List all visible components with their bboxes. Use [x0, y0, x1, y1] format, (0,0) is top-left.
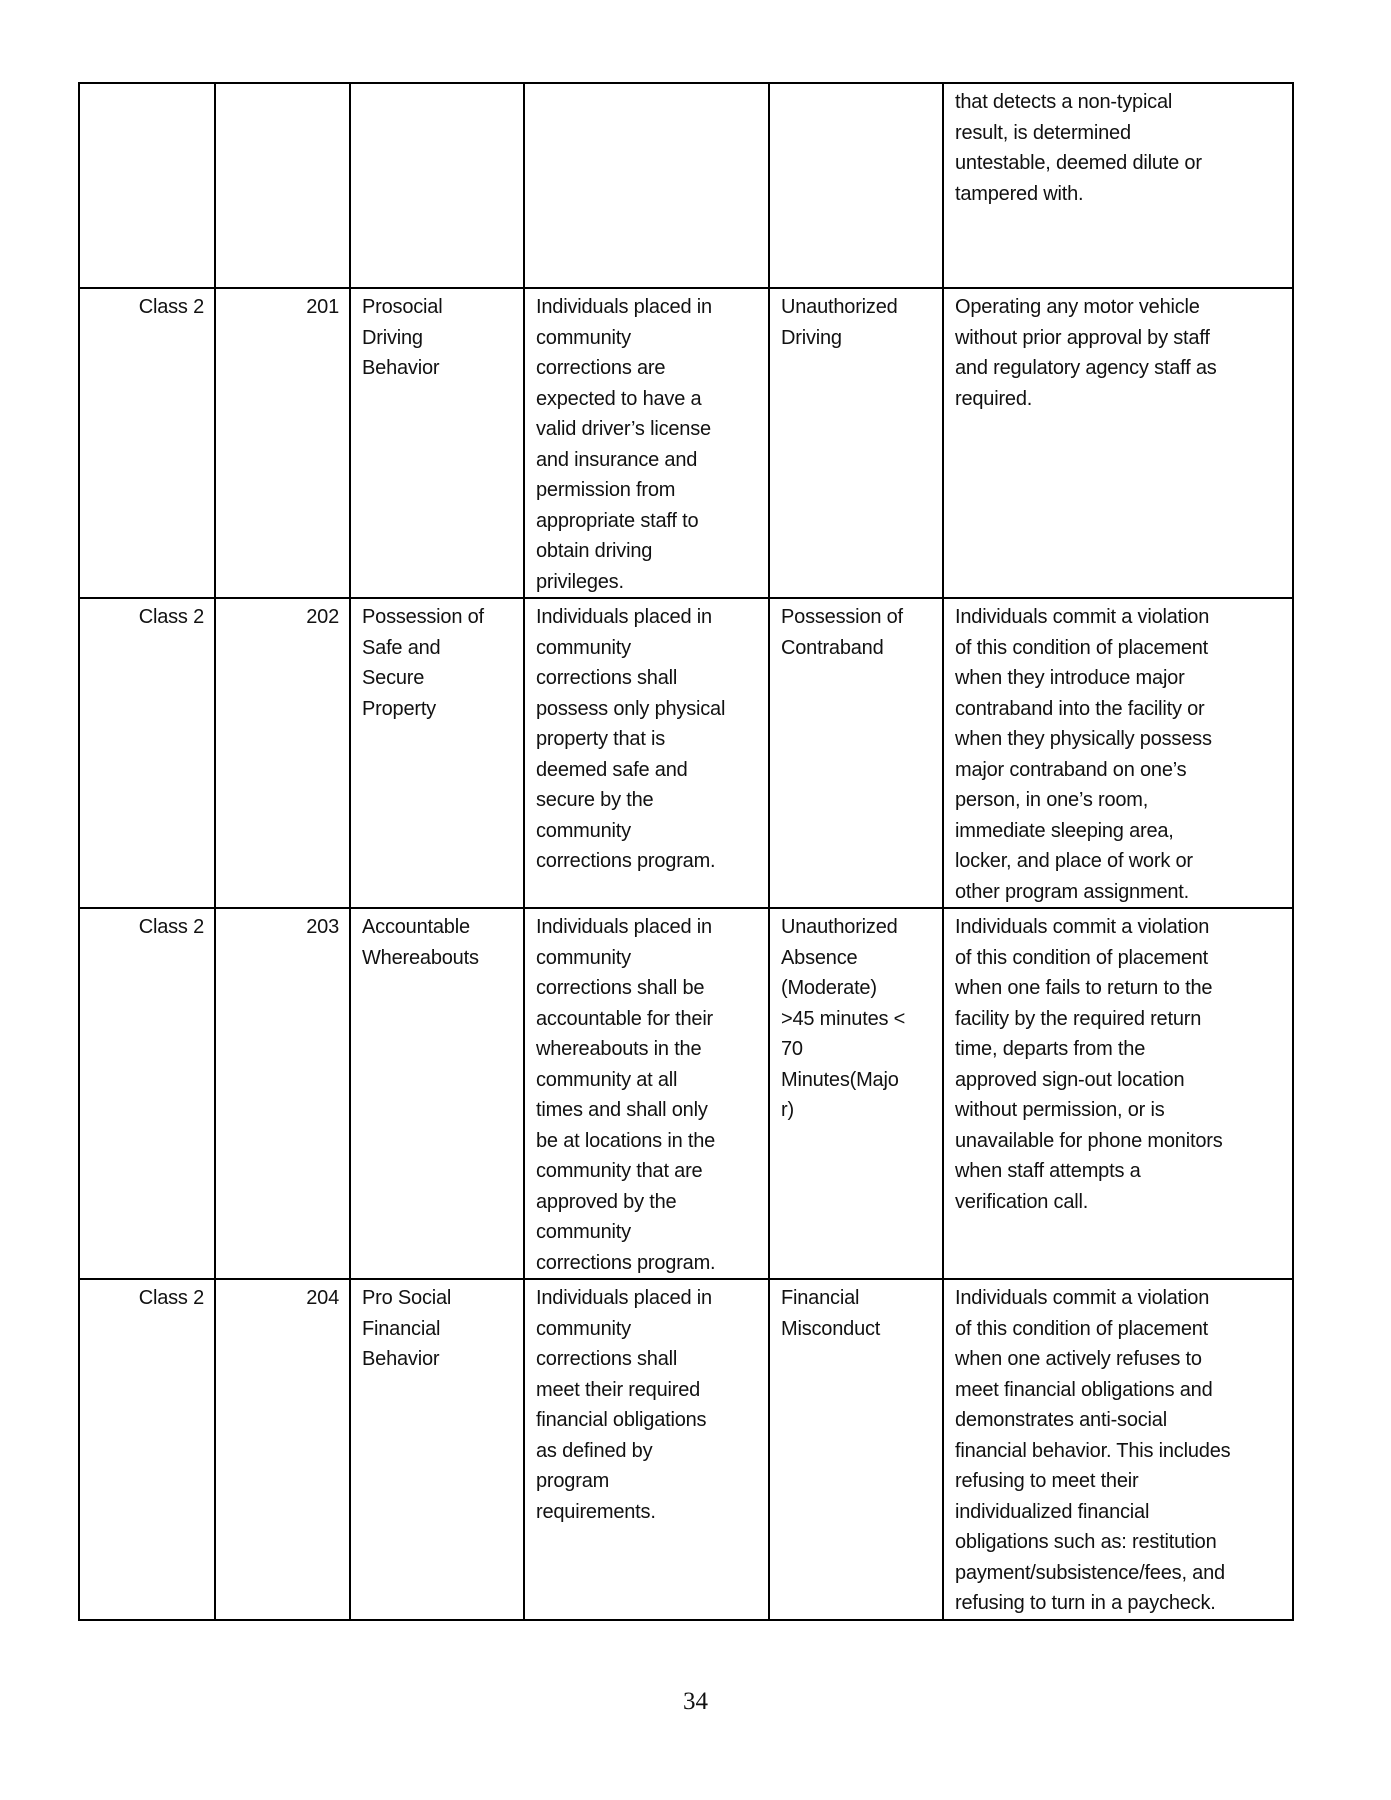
text-line: community [536, 1221, 631, 1243]
text-line: community [536, 946, 631, 969]
text-line: other program assignment. [955, 880, 1190, 903]
text-line: Individuals placed in [536, 606, 712, 628]
text-line: secure by the [536, 789, 654, 811]
text-line: of this condition of placement [955, 1317, 1209, 1340]
text-line: Driving [362, 326, 423, 349]
text-line: Pro Social [362, 1287, 452, 1309]
text-line: financial behavior. This includes [955, 1439, 1231, 1462]
text-line: Unauthorized [781, 916, 898, 938]
class-cell-text: Class 2 [138, 1287, 204, 1309]
text-line: Individuals commit a violation [955, 1287, 1210, 1309]
text-line: facility by the required return [955, 1007, 1202, 1030]
text-line: payment/subsistence/fees, and [955, 1561, 1225, 1584]
text-line: program [536, 1470, 610, 1492]
text-line: Secure [362, 667, 425, 689]
text-line: community [536, 326, 631, 349]
text-line: (Moderate) [781, 977, 877, 999]
text-line: immediate sleeping area, [955, 819, 1174, 842]
text-line: without permission, or is [955, 1099, 1165, 1121]
text-line: and regulatory agency staff as [955, 357, 1217, 379]
description-cell [943, 83, 1293, 288]
class-cell [79, 908, 215, 1279]
text-line: Driving [781, 326, 842, 349]
number-cell-text: 201 [306, 296, 339, 318]
text-line: contraband into the facility or [955, 697, 1205, 720]
text-line: 70 [781, 1038, 803, 1060]
text-line: of this condition of placement [955, 946, 1209, 969]
text-line: times and shall only [536, 1099, 708, 1121]
text-line: when they physically possess [955, 728, 1212, 750]
number-cell-text: 202 [306, 606, 339, 628]
table-row [79, 83, 1293, 288]
text-line: community [536, 636, 631, 659]
description-cell [943, 1279, 1293, 1620]
text-line: without prior approval by staff [955, 326, 1210, 349]
expectation-cell [524, 83, 769, 288]
text-line: Minutes(Majo [781, 1068, 899, 1091]
text-line: property that is [536, 728, 666, 750]
text-line: unavailable for phone monitors [955, 1129, 1223, 1152]
class-cell [79, 83, 215, 288]
text-line: refusing to turn in a paycheck. [955, 1592, 1216, 1614]
text-line: whereabouts in the [536, 1038, 702, 1060]
text-line: Absence [781, 946, 858, 969]
number-cell [215, 1279, 350, 1620]
text-line: corrections shall be [536, 977, 705, 999]
text-line: time, departs from the [955, 1038, 1146, 1060]
number-cell [215, 908, 350, 1279]
area-cell [350, 83, 524, 288]
text-line: obtain driving [536, 540, 653, 562]
text-line: meet their required [536, 1378, 701, 1401]
text-line: individualized financial [955, 1500, 1150, 1523]
text-line: Financial [781, 1287, 860, 1309]
text-line: Financial [362, 1317, 441, 1340]
text-line: refusing to meet their [955, 1470, 1139, 1492]
description-cell [943, 598, 1293, 908]
text-line: r) [781, 1099, 794, 1121]
text-line: financial obligations [536, 1409, 707, 1431]
text-line: Individuals placed in [536, 916, 712, 938]
text-line: Operating any motor vehicle [955, 296, 1200, 318]
class-cell [79, 1279, 215, 1620]
text-line: as defined by [536, 1439, 653, 1462]
text-line: and insurance and [536, 448, 698, 471]
text-line: community [536, 1317, 631, 1340]
number-cell-text: 203 [306, 916, 339, 938]
text-line: expected to have a [536, 387, 702, 410]
violation-cell [769, 288, 943, 598]
text-line: corrections are [536, 357, 666, 379]
table-row [79, 908, 1293, 1279]
text-line: Individuals placed in [536, 296, 712, 318]
text-line: Prosocial [362, 296, 443, 318]
text-line: Individuals commit a violation [955, 916, 1210, 938]
text-line: Individuals commit a violation [955, 606, 1210, 628]
text-line: be at locations in the [536, 1129, 716, 1152]
text-line: locker, and place of work or [955, 850, 1193, 872]
description-cell [943, 908, 1293, 1279]
text-line: Possession of [362, 606, 484, 628]
number-cell-text: 204 [306, 1287, 339, 1309]
text-line: corrections program. [536, 850, 716, 872]
class-cell [79, 288, 215, 598]
text-line: that detects a non-typical [955, 91, 1173, 113]
text-line: Whereabouts [362, 946, 479, 969]
class-cell-text: Class 2 [138, 296, 204, 318]
violation-cell [769, 83, 943, 288]
text-line: result, is determined [955, 121, 1131, 144]
text-line: requirements. [536, 1500, 656, 1523]
class-cell-text: Class 2 [138, 606, 204, 628]
text-line: accountable for their [536, 1007, 714, 1030]
text-line: approved sign-out location [955, 1068, 1185, 1091]
text-line: Unauthorized [781, 296, 898, 318]
violation-cell [769, 908, 943, 1279]
text-line: appropriate staff to [536, 509, 699, 532]
table-row [79, 1279, 1293, 1620]
text-line: Possession of [781, 606, 903, 628]
text-line: privileges. [536, 570, 624, 593]
page-number: 34 [683, 1688, 708, 1715]
text-line: demonstrates anti-social [955, 1409, 1167, 1431]
text-line: obligations such as: restitution [955, 1531, 1217, 1553]
text-line: untestable, deemed dilute or [955, 152, 1202, 174]
expectation-cell [524, 598, 769, 908]
text-line: Safe and [362, 636, 441, 659]
text-line: meet financial obligations and [955, 1378, 1213, 1401]
table-row [79, 288, 1293, 598]
expectation-cell [524, 288, 769, 598]
text-line: Behavior [362, 1348, 440, 1370]
text-line: community that are [536, 1160, 703, 1182]
text-line: corrections program. [536, 1251, 716, 1274]
text-line: major contraband on one’s [955, 758, 1187, 781]
text-line: deemed safe and [536, 758, 688, 781]
text-line: corrections shall [536, 667, 678, 689]
text-line: when staff attempts a [955, 1160, 1141, 1182]
number-cell [215, 598, 350, 908]
text-line: when one fails to return to the [955, 977, 1213, 999]
violation-cell [769, 1279, 943, 1620]
text-line: when one actively refuses to [955, 1348, 1202, 1370]
text-line: permission from [536, 479, 676, 501]
text-line: Contraband [781, 636, 884, 659]
area-cell [350, 598, 524, 908]
number-cell [215, 83, 350, 288]
class-cell-text: Class 2 [138, 916, 204, 938]
area-cell [350, 908, 524, 1279]
number-cell [215, 288, 350, 598]
text-line: when they introduce major [955, 667, 1185, 689]
text-line: community at all [536, 1068, 678, 1091]
expectation-cell [524, 1279, 769, 1620]
violations-table [78, 82, 1294, 1621]
text-line: person, in one’s room, [955, 789, 1149, 811]
text-line: community [536, 819, 631, 842]
description-cell [943, 288, 1293, 598]
text-line: Individuals placed in [536, 1287, 712, 1309]
text-line: approved by the [536, 1190, 677, 1213]
text-line: Accountable [362, 916, 470, 938]
text-line: >45 minutes < [781, 1007, 906, 1030]
text-line: required. [955, 387, 1033, 410]
text-line: Behavior [362, 357, 440, 379]
area-cell [350, 1279, 524, 1620]
text-line: Misconduct [781, 1317, 881, 1340]
text-line: valid driver’s license [536, 418, 711, 440]
violation-cell [769, 598, 943, 908]
text-line: tampered with. [955, 182, 1084, 205]
text-line: verification call. [955, 1190, 1089, 1213]
area-cell [350, 288, 524, 598]
text-line: corrections shall [536, 1348, 678, 1370]
text-line: of this condition of placement [955, 636, 1209, 659]
text-line: possess only physical [536, 697, 726, 720]
table-row [79, 598, 1293, 908]
class-cell [79, 598, 215, 908]
text-line: Property [362, 697, 436, 720]
expectation-cell [524, 908, 769, 1279]
